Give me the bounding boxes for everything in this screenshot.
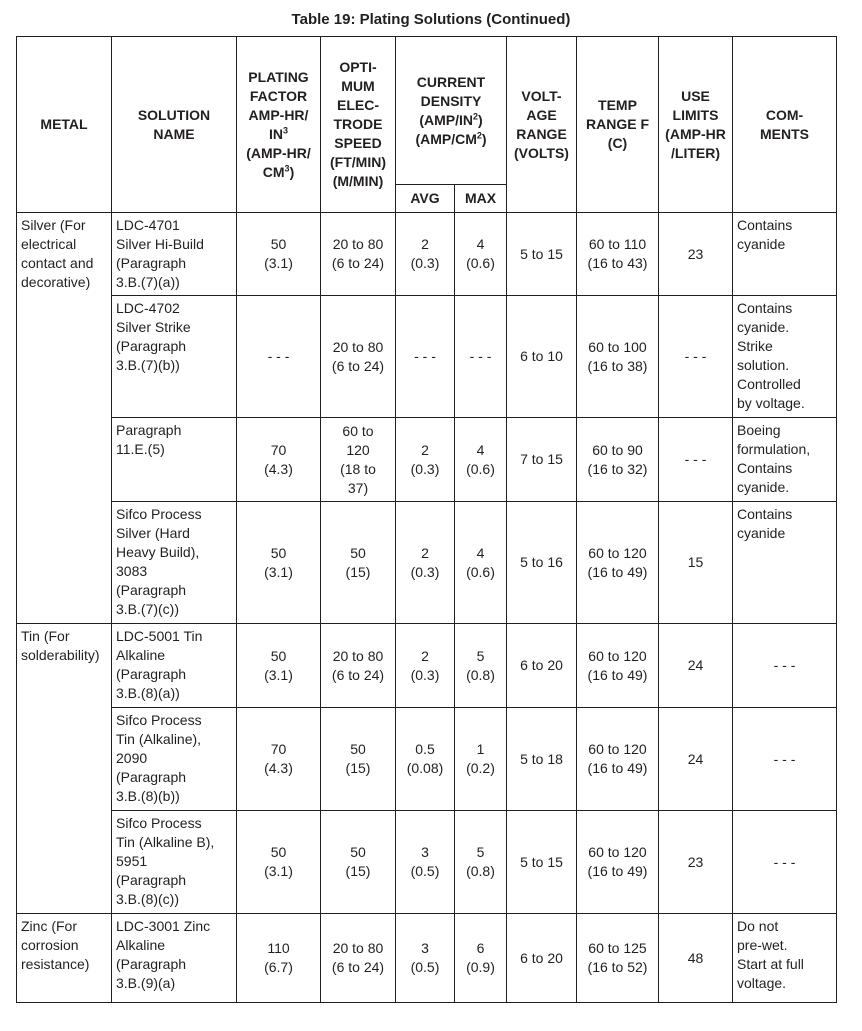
temp-cell: 60 to 90 (16 to 32) bbox=[577, 418, 659, 502]
comments-cell: - - - bbox=[733, 811, 837, 914]
speed-cell: 50 (15) bbox=[321, 708, 396, 811]
table-row bbox=[17, 624, 837, 708]
temp-cell: 60 to 100 (16 to 38) bbox=[577, 296, 659, 418]
voltage-cell: 6 to 20 bbox=[507, 624, 577, 708]
speed-cell: 20 to 80 (6 to 24) bbox=[321, 296, 396, 418]
temp-cell: 60 to 120 (16 to 49) bbox=[577, 624, 659, 708]
speed-cell: 60 to 120 (18 to 37) bbox=[321, 418, 396, 502]
use-limits-cell: 48 bbox=[659, 914, 733, 1003]
header-current-density: CURRENT DENSITY $(AMP/IN^2)$ $(AMP/CM^2)$ bbox=[396, 37, 507, 185]
comments-cell: Contains cyanide bbox=[733, 213, 837, 296]
solution-name-cell: LDC-4702 Silver Strike (Paragraph 3.B.(7)(b)) bbox=[112, 296, 237, 418]
solution-name-cell: LDC-4701 Silver Hi-Build (Paragraph 3.B.(7)(a)) bbox=[112, 213, 237, 296]
speed-cell: 20 to 80 (6 to 24) bbox=[321, 914, 396, 1003]
plating-factor-cell: 50 (3.1) bbox=[237, 811, 321, 914]
max-cell: 5 (0.8) bbox=[455, 811, 507, 914]
plating-factor-cell: 50 (3.1) bbox=[237, 624, 321, 708]
plating-solutions-table bbox=[16, 36, 837, 1003]
header-comments: COM- MENTS bbox=[733, 37, 837, 213]
avg-cell: 3 (0.5) bbox=[396, 811, 455, 914]
plating-factor-cell: 50 (3.1) bbox=[237, 502, 321, 624]
max-cell: 5 (0.8) bbox=[455, 624, 507, 708]
max-cell: 1 (0.2) bbox=[455, 708, 507, 811]
solution-name-cell: Sifco Process Tin (Alkaline), 2090 (Paragraph 3.B.(8)(b)) bbox=[112, 708, 237, 811]
header-avg: AVG bbox=[396, 185, 455, 213]
speed-cell: 20 to 80 (6 to 24) bbox=[321, 213, 396, 296]
temp-cell: 60 to 120 (16 to 49) bbox=[577, 708, 659, 811]
header-temp-range: TEMP RANGE F (C) bbox=[577, 37, 659, 213]
use-limits-cell: 15 bbox=[659, 502, 733, 624]
voltage-cell: 5 to 16 bbox=[507, 502, 577, 624]
comments-cell: Boeing formulation, Contains cyanide. bbox=[733, 418, 837, 502]
solution-name-cell: Sifco Process Silver (Hard Heavy Build), 3083 (Paragraph 3.B.(7)(c)) bbox=[112, 502, 237, 624]
table-row bbox=[17, 502, 837, 624]
header-voltage-range: VOLT- AGE RANGE (VOLTS) bbox=[507, 37, 577, 213]
plating-factor-cell: 50 (3.1) bbox=[237, 213, 321, 296]
voltage-cell: 6 to 20 bbox=[507, 914, 577, 1003]
avg-cell: 2 (0.3) bbox=[396, 502, 455, 624]
voltage-cell: 6 to 10 bbox=[507, 296, 577, 418]
speed-cell: 50 (15) bbox=[321, 502, 396, 624]
comments-cell: Do not pre-wet. Start at full voltage. bbox=[733, 914, 837, 1003]
voltage-cell: 5 to 18 bbox=[507, 708, 577, 811]
avg-cell: 2 (0.3) bbox=[396, 624, 455, 708]
avg-cell: 0.5 (0.08) bbox=[396, 708, 455, 811]
header-solution-name: SOLUTION NAME bbox=[112, 37, 237, 213]
header-metal: METAL bbox=[17, 37, 112, 213]
avg-cell: 2 (0.3) bbox=[396, 418, 455, 502]
plating-factor-cell: 70 (4.3) bbox=[237, 418, 321, 502]
solution-name-cell: Paragraph 11.E.(5) bbox=[112, 418, 237, 502]
use-limits-cell: - - - bbox=[659, 418, 733, 502]
metal-cell: Tin (For solderability) bbox=[17, 624, 112, 914]
speed-cell: 20 to 80 (6 to 24) bbox=[321, 624, 396, 708]
use-limits-cell: 23 bbox=[659, 213, 733, 296]
max-cell: 4 (0.6) bbox=[455, 418, 507, 502]
plating-factor-cell: 110 (6.7) bbox=[237, 914, 321, 1003]
comments-cell: - - - bbox=[733, 708, 837, 811]
table-row bbox=[17, 914, 837, 1003]
avg-cell: 3 (0.5) bbox=[396, 914, 455, 1003]
table-title: Table 19: Plating Solutions (Continued) bbox=[291, 11, 571, 28]
avg-cell: 2 (0.3) bbox=[396, 213, 455, 296]
use-limits-cell: 23 bbox=[659, 811, 733, 914]
header-plating-factor: PLATING FACTOR AMP-HR/ $IN^3$ (AMP-HR/ $CM^3$) bbox=[237, 37, 321, 213]
voltage-cell: 5 to 15 bbox=[507, 811, 577, 914]
use-limits-cell: - - - bbox=[659, 296, 733, 418]
table-row bbox=[17, 213, 837, 296]
table-row bbox=[17, 296, 837, 418]
plating-factor-cell: - - - bbox=[237, 296, 321, 418]
comments-cell: Contains cyanide bbox=[733, 502, 837, 624]
metal-cell: Silver (For electrical contact and decorative) bbox=[17, 213, 112, 624]
table-row bbox=[17, 418, 837, 502]
comments-cell: Contains cyanide. Strike solution. Controlled by voltage. bbox=[733, 296, 837, 418]
max-cell: 4 (0.6) bbox=[455, 502, 507, 624]
temp-cell: 60 to 110 (16 to 43) bbox=[577, 213, 659, 296]
use-limits-cell: 24 bbox=[659, 708, 733, 811]
max-cell: 6 (0.9) bbox=[455, 914, 507, 1003]
avg-cell: - - - bbox=[396, 296, 455, 418]
temp-cell: 60 to 120 (16 to 49) bbox=[577, 811, 659, 914]
max-cell: - - - bbox=[455, 296, 507, 418]
voltage-cell: 7 to 15 bbox=[507, 418, 577, 502]
use-limits-cell: 24 bbox=[659, 624, 733, 708]
metal-cell: Zinc (For corrosion resistance) bbox=[17, 914, 112, 1003]
header-max: MAX bbox=[455, 185, 507, 213]
comments-cell: - - - bbox=[733, 624, 837, 708]
table-row bbox=[17, 811, 837, 914]
temp-cell: 60 to 125 (16 to 52) bbox=[577, 914, 659, 1003]
voltage-cell: 5 to 15 bbox=[507, 213, 577, 296]
header-use-limits: USE LIMITS (AMP-HR /LITER) bbox=[659, 37, 733, 213]
table-row bbox=[17, 708, 837, 811]
temp-cell: 60 to 120 (16 to 49) bbox=[577, 502, 659, 624]
solution-name-cell: LDC-5001 Tin Alkaline (Paragraph 3.B.(8)(a)) bbox=[112, 624, 237, 708]
solution-name-cell: Sifco Process Tin (Alkaline B), 5951 (Paragraph 3.B.(8)(c)) bbox=[112, 811, 237, 914]
speed-cell: 50 (15) bbox=[321, 811, 396, 914]
header-electrode-speed: OPTI- MUM ELEC- TRODE SPEED (FT/MIN) (M/MIN) bbox=[321, 37, 396, 213]
plating-factor-cell: 70 (4.3) bbox=[237, 708, 321, 811]
solution-name-cell: LDC-3001 Zinc Alkaline (Paragraph 3.B.(9)(a) bbox=[112, 914, 237, 1003]
max-cell: 4 (0.6) bbox=[455, 213, 507, 296]
